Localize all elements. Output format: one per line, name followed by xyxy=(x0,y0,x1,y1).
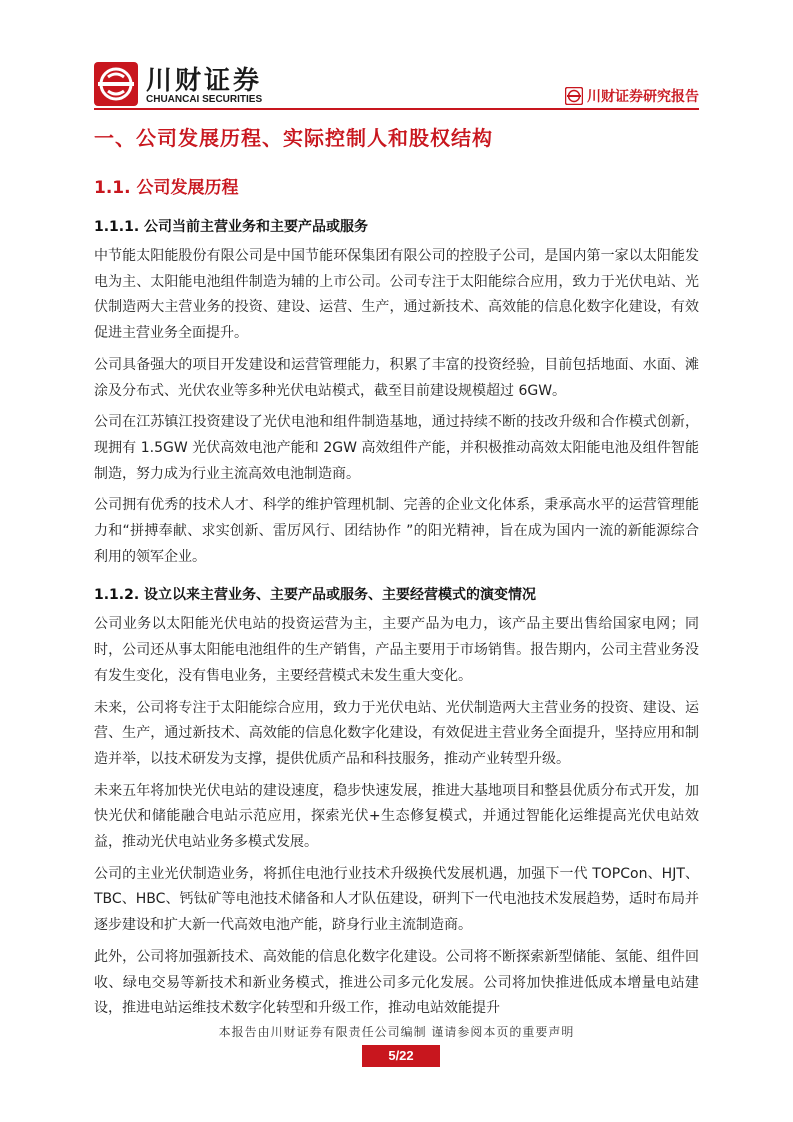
paragraph-1: 中节能太阳能股份有限公司是中国节能环保集团有限公司的控股子公司，是国内第一家以太阳能发电为主、太阳能电池组件制造为辅的上市公司。公司专注于太阳能综合应用，致力于光伏电站、光伏制造两大主营业务的投资、建设、运营、生产，通过新技术、高效能的信息化数字化建设，有效促进主营业务全面提升。 xyxy=(94,248,699,342)
logo-chinese-name: 川财证券 xyxy=(146,66,263,96)
section-heading-1: 一、公司发展历程、实际控制人和股权结构 xyxy=(94,126,493,150)
paragraph-4: 公司拥有优秀的技术人才、科学的维护管理机制、完善的企业文化体系，秉承高水平的运营管理能力和“拼搏奉献、求实创新、雷厉风行、团结协作 ”的阳光精神，旨在成为国内一流的新能源综合利用的领军企业。 xyxy=(94,497,699,565)
paragraph-9: 此外，公司将加强新技术、高效能的信息化数字化建设。公司将不断探索新型储能、氢能、组件回收、绿电交易等新技术和新业务模式，推进公司多元化发展。公司将加快推进低成本增量电站建设，推进电站运维技术数字化转型和升级工作，推动电站效能提升 xyxy=(94,948,699,1017)
sub-subsection-heading-1: 1.1.1. 公司当前主营业务和主要产品或服务 xyxy=(94,219,369,235)
paragraph-5: 公司业务以太阳能光伏电站的投资运营为主，主要产品为电力，该产品主要出售给国家电网；同时，公司还从事太阳能电池组件的生产销售，产品主要用于市场销售。报告期内，公司主营业务没有发生变化，没有售电业务，主要经营模式未发生重大变化。 xyxy=(94,616,699,684)
sub-subsection-heading-2: 1.1.2. 设立以来主营业务、主要产品或服务、主要经营模式的演变情况 xyxy=(94,587,537,604)
paragraph-3: 公司在江苏镇江投资建设了光伏电池和组件制造基地，通过持续不断的技改升级和合作模式创新，现拥有 1.5GW 光伏高效电池产能和 2GW 高效组件产能，并积极推动高效太阳能电池及组件智能制造，努力成为行业主流高效电池制造商。 xyxy=(94,414,699,482)
page-number: 5/22 xyxy=(362,1045,440,1067)
report-body xyxy=(94,116,699,1028)
logo-english-name: CHUANCAI SECURITIES xyxy=(146,94,263,105)
subsection-heading: 1.1. 公司发展历程 xyxy=(94,178,239,198)
paragraph-8: 公司的主业光伏制造业务，将抓住电池行业技术升级换代发展机遇，加强下一代 TOPCon、HJT、TBC、HBC、钙钛矿等电池技术储备和人才队伍建设，研判下一代电池技术发展趋势，适时布局并逐步建设和扩大新一代高效电池产能，跻身行业主流制造商。 xyxy=(94,865,699,934)
page-header xyxy=(0,0,793,112)
paragraph-7: 未来五年将加快光伏电站的建设速度，稳步快速发展，推进大基地项目和整县优质分布式开发，加快光伏和储能融合电站示范应用，探索光伏+生态修复模式，并通过智能化运维提高光伏电站效益，推动光伏电站业务多模式发展。 xyxy=(94,782,699,851)
report-tag xyxy=(565,86,699,106)
paragraph-6: 未来，公司将专注于太阳能综合应用，致力于光伏电站、光伏制造两大主营业务的投资、建设、运营、生产，通过新技术、高效能的信息化数字化建设，有效促进主营业务全面提升，坚持应用和制造并举，以技术研发为支撑，提供优质产品和科技服务，推动产业转型升级。 xyxy=(94,699,699,767)
footer-disclaimer: 本报告由川财证券有限责任公司编制 谨请参阅本页的重要声明 xyxy=(218,1025,575,1039)
chuancai-logo-icon xyxy=(94,62,138,106)
header-divider xyxy=(94,108,699,110)
report-tag-text: 川财证券研究报告 xyxy=(587,89,699,105)
paragraph-2: 公司具备强大的项目开发建设和运营管理能力，积累了丰富的投资经验，目前包括地面、水面、滩涂及分布式、光伏农业等多种光伏电站模式，截至目前建设规模超过 6GW。 xyxy=(94,356,699,399)
mini-logo-icon xyxy=(565,87,583,105)
